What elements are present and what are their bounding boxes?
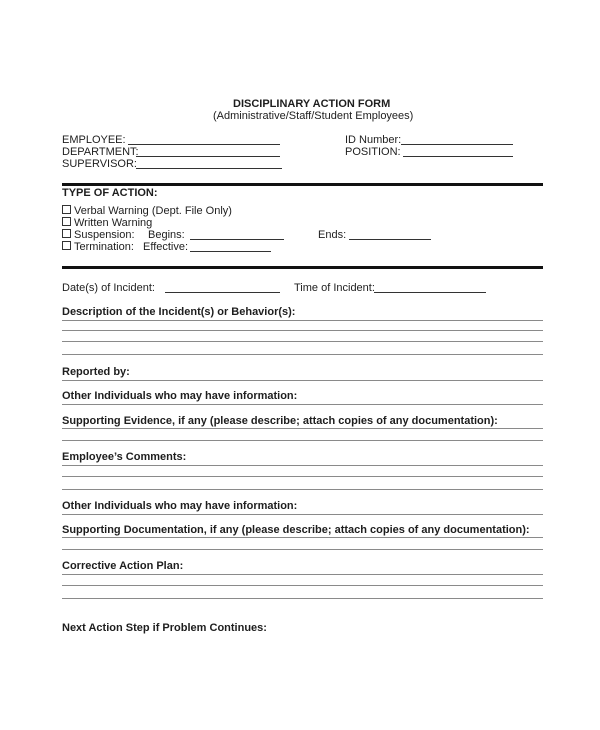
writing-line[interactable] [62, 404, 543, 405]
other-individuals-label: Other Individuals who may have information: [62, 500, 298, 512]
verbal-warning-label: Verbal Warning (Dept. File Only) [74, 205, 232, 217]
ends-field[interactable] [349, 239, 431, 240]
writing-line[interactable] [62, 428, 543, 429]
begins-label: Begins: [148, 229, 185, 241]
position-field[interactable] [403, 156, 513, 157]
effective-label: Effective: [143, 241, 189, 253]
employee-comments-label: Employee’s Comments: [62, 451, 187, 463]
writing-line[interactable] [62, 514, 543, 515]
checkbox-icon[interactable] [62, 217, 71, 226]
writing-line[interactable] [62, 585, 543, 586]
checkbox-icon[interactable] [62, 241, 71, 250]
other-individuals-label: Other Individuals who may have information: [62, 390, 298, 402]
supporting-evidence-label: Supporting Evidence, if any (please describe; attach copies of any documentation): [62, 415, 498, 427]
writing-line[interactable] [62, 465, 543, 466]
next-action-step-label: Next Action Step if Problem Continues: [62, 622, 267, 634]
writing-line[interactable] [62, 574, 543, 575]
time-of-incident-field[interactable] [374, 292, 486, 293]
section-divider [62, 183, 543, 186]
ends-label: Ends: [318, 229, 347, 241]
begins-field[interactable] [190, 239, 284, 240]
corrective-action-plan-label: Corrective Action Plan: [62, 560, 184, 572]
writing-line[interactable] [62, 537, 543, 538]
writing-line[interactable] [62, 489, 543, 490]
dates-of-incident-label: Date(s) of Incident: [62, 282, 155, 294]
type-of-action-heading: TYPE OF ACTION: [62, 187, 158, 199]
writing-line[interactable] [62, 380, 543, 381]
effective-field[interactable] [190, 251, 271, 252]
termination-label: Termination: [74, 241, 134, 253]
termination-option[interactable] [62, 241, 134, 254]
form-title: DISCIPLINARY ACTION FORM [233, 98, 391, 110]
employee-field[interactable] [128, 144, 280, 145]
written-warning-label: Written Warning [74, 217, 153, 229]
writing-line[interactable] [62, 330, 543, 331]
department-field[interactable] [136, 156, 280, 157]
writing-line[interactable] [62, 440, 543, 441]
department-label: DEPARTMENT: [62, 146, 139, 158]
supporting-documentation-label: Supporting Documentation, if any (please describe; attach copies of any documentation): [62, 524, 530, 536]
position-label: POSITION: [345, 146, 401, 158]
section-divider [62, 266, 543, 269]
supervisor-field[interactable] [136, 168, 282, 169]
employee-label: EMPLOYEE: [62, 134, 126, 146]
writing-line[interactable] [62, 354, 543, 355]
dates-of-incident-field[interactable] [165, 292, 280, 293]
description-heading: Description of the Incident(s) or Behavior(s): [62, 306, 296, 318]
writing-line[interactable] [62, 341, 543, 342]
checkbox-icon[interactable] [62, 229, 71, 238]
id-number-label: ID Number: [345, 134, 402, 146]
writing-line[interactable] [62, 320, 543, 321]
writing-line[interactable] [62, 598, 543, 599]
time-of-incident-label: Time of Incident: [294, 282, 375, 294]
supervisor-label: SUPERVISOR: [62, 158, 137, 170]
suspension-label: Suspension: [74, 229, 135, 241]
reported-by-label: Reported by: [62, 366, 130, 378]
id-number-field[interactable] [401, 144, 513, 145]
checkbox-icon[interactable] [62, 205, 71, 214]
writing-line[interactable] [62, 476, 543, 477]
form-subtitle: (Administrative/Staff/Student Employees) [213, 110, 414, 122]
writing-line[interactable] [62, 549, 543, 550]
